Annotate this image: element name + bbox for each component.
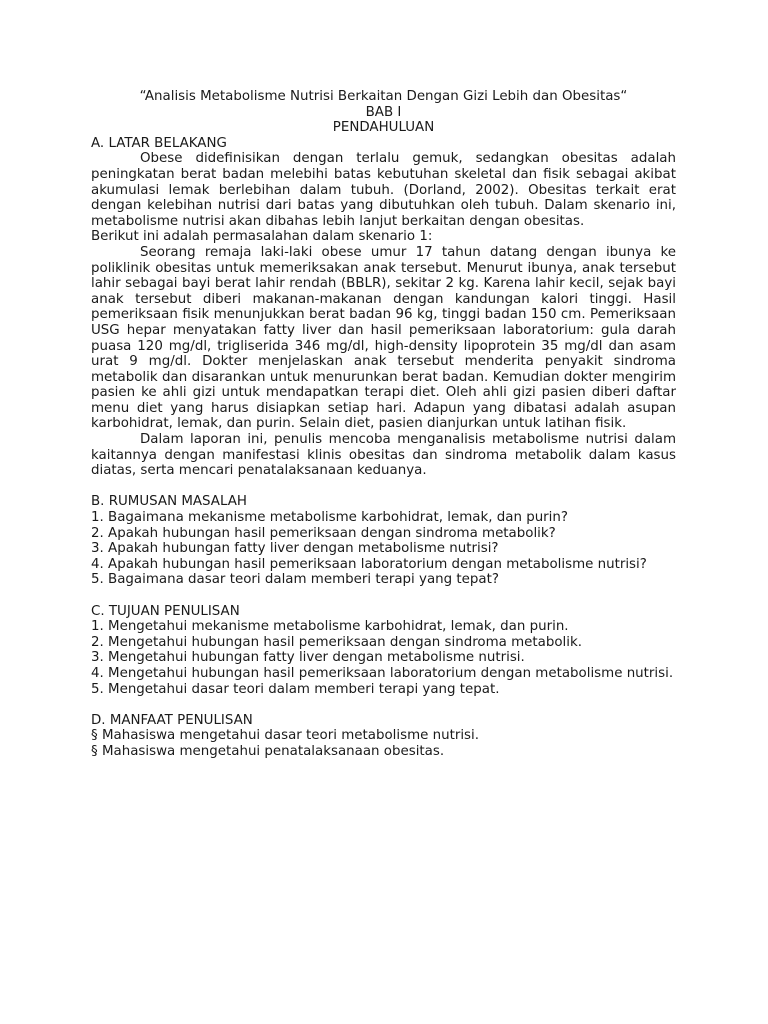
list-item: 5. Bagaimana dasar teori dalam memberi terapi yang tepat? bbox=[91, 572, 499, 588]
section-d-heading: D. MANFAAT PENULISAN bbox=[91, 712, 253, 728]
list-item: 5. Mengetahui dasar teori dalam memberi terapi yang tepat. bbox=[91, 681, 500, 697]
chapter-number: BAB I bbox=[365, 104, 402, 120]
list-item: 1. Mengetahui mekanisme metabolisme karbohidrat, lemak, dan purin. bbox=[91, 619, 569, 635]
list-item: § Mahasiswa mengetahui penatalaksanaan obesitas. bbox=[91, 743, 445, 759]
list-item: 2. Apakah hubungan hasil pemeriksaan dengan sindroma metabolik? bbox=[91, 525, 556, 541]
section-b-heading: B. RUMUSAN MASALAH bbox=[91, 494, 247, 510]
background-paragraph-1: Obese didefinisikan dengan terlalu gemuk, sedangkan obesitas adalah peningkatan berat badan melebihi batas kebutuhan skeletal dan fisik sebagai akibat akumulasi lemak berlebihan dalam tubuh. (Dorland, 2002). Obesitas terkait erat dengan kelebihan nutrisi dari batas yang dibutuhkan oleh tubuh. Dalam skenario ini, metabolisme nutrisi akan dibahas lebih lanjut berkaitan dengan obesitas. bbox=[91, 151, 676, 229]
document-page bbox=[91, 84, 676, 760]
spacer bbox=[91, 588, 676, 604]
scenario-paragraph: Seorang remaja laki-laki obese umur 17 tahun datang dengan ibunya ke poliklinik obesitas untuk memeriksakan anak tersebut. Menurut ibunya, anak tersebut lahir sebagai bayi berat lahir rendah (BBLR), sekitar 2 kg. Karena lahir kecil, sejak bayi anak tersebut diberi makanan-makanan dengan kandungan kalori tinggi. Hasil pemeriksaan fisik menunjukkan berat badan 96 kg, tinggi badan 150 cm. Pemeriksaan USG hepar menyatakan fatty liver dan hasil pemeriksaan laboratorium: gula darah puasa 120 mg/dl, trigliserida 346 mg/dl, high-density lipoprotein 35 mg/dl dan asam urat 9 mg/dl. Dokter menjelaskan anak tersebut menderita penyakit sindroma metabolik dan disarankan untuk menurunkan berat badan. Kemudian dokter mengirim pasien ke ahli gizi untuk mendapatkan terapi diet. Oleh ahli gizi pasien diberi daftar menu diet yang harus disiapkan setiap hari. Adapun yang dibatasi adalah asupan karbohidrat, lemak, dan purin. Selain diet, pasien dianjurkan untuk latihan fisik. bbox=[91, 244, 676, 432]
list-item: § Mahasiswa mengetahui dasar teori metabolisme nutrisi. bbox=[91, 728, 480, 744]
spacer bbox=[91, 479, 676, 495]
list-item: 4. Apakah hubungan hasil pemeriksaan laboratorium dengan metabolisme nutrisi? bbox=[91, 556, 647, 572]
spacer bbox=[91, 697, 676, 713]
list-item: 3. Mengetahui hubungan fatty liver dengan metabolisme nutrisi. bbox=[91, 650, 525, 666]
section-a-heading: A. LATAR BELAKANG bbox=[91, 135, 227, 151]
section-c-heading: C. TUJUAN PENULISAN bbox=[91, 603, 240, 619]
list-item: 2. Mengetahui hubungan hasil pemeriksaan dengan sindroma metabolik. bbox=[91, 634, 583, 650]
background-paragraph-2: Berikut ini adalah permasalahan dalam skenario 1: bbox=[91, 229, 433, 245]
list-item: 3. Apakah hubungan fatty liver dengan metabolisme nutrisi? bbox=[91, 541, 499, 557]
list-item: 4. Mengetahui hubungan hasil pemeriksaan laboratorium dengan metabolisme nutrisi. bbox=[91, 665, 674, 681]
list-item: 1. Bagaimana mekanisme metabolisme karbohidrat, lemak, dan purin? bbox=[91, 510, 569, 526]
background-paragraph-4: Dalam laporan ini, penulis mencoba menganalisis metabolisme nutrisi dalam kaitannya dengan manifestasi klinis obesitas dan sindroma metabolik dalam kasus diatas, serta mencari penatalaksanaan keduanya. bbox=[91, 432, 676, 479]
chapter-title: PENDAHULUAN bbox=[332, 120, 435, 136]
document-title: “Analisis Metabolisme Nutrisi Berkaitan Dengan Gizi Lebih dan Obesitas“ bbox=[139, 89, 628, 104]
